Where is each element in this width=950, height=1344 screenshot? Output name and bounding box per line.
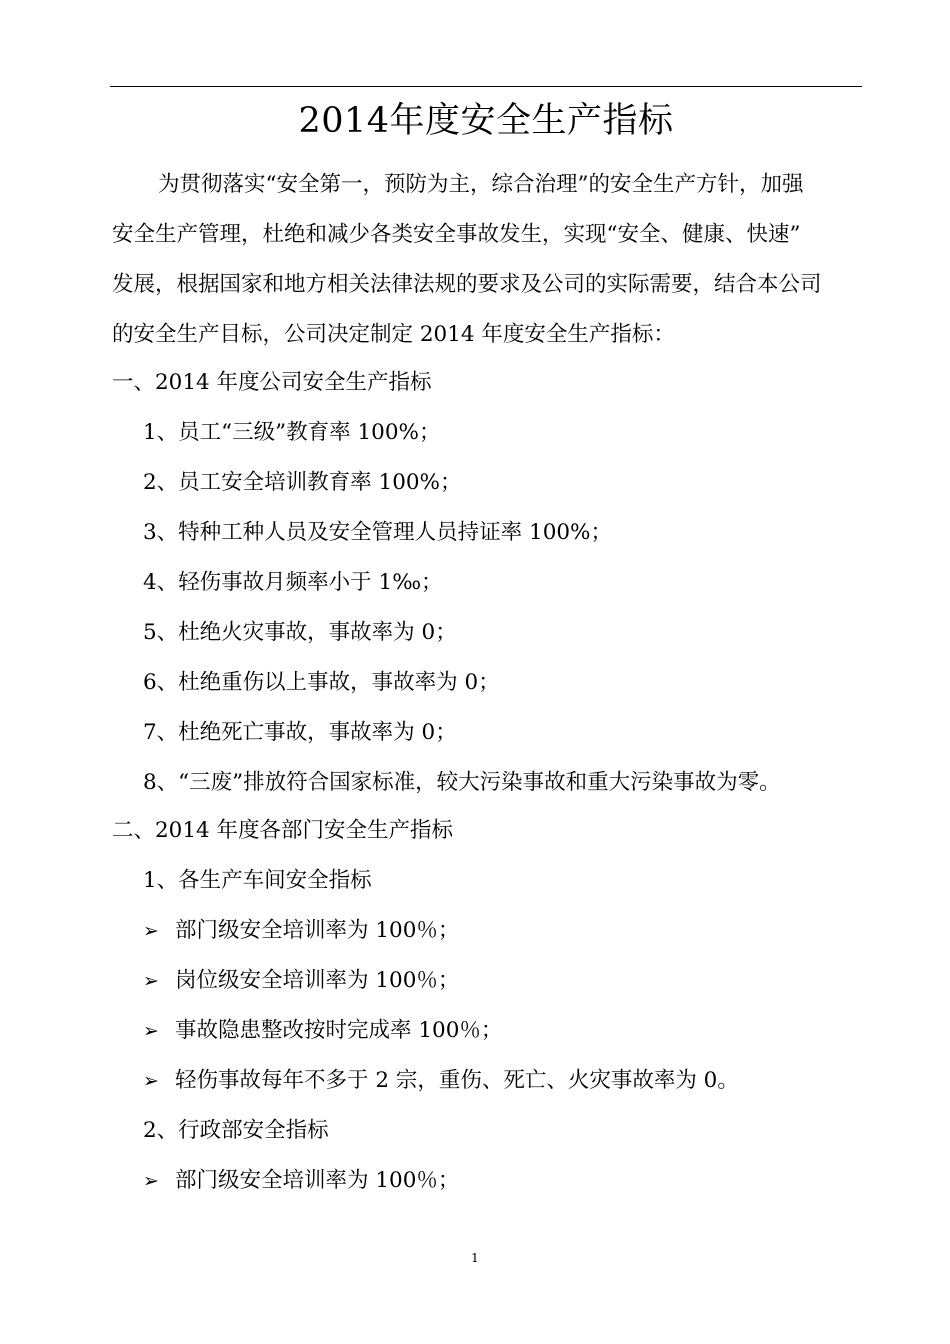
sub1-bullet-2	[143, 956, 459, 1006]
sub1-bullet-1	[143, 906, 459, 956]
bullet-text: 轻伤事故每年不多于 2 宗，重伤、死亡、火灾事故率为 0。	[175, 1068, 739, 1093]
section2-heading: 二、2014 年度各部门安全生产指标	[112, 818, 454, 843]
arrow-bullet-icon: ➢	[143, 1070, 159, 1092]
header-rule	[110, 86, 862, 87]
document-title: 2014年度安全生产指标	[298, 101, 674, 141]
section1-item-1: 1、员工“三级”教育率 100%；	[143, 420, 441, 445]
sub2-bullet-1	[143, 1156, 459, 1206]
bullet-text: 部门级安全培训率为 100％；	[175, 918, 460, 943]
intro-line-1: 为贯彻落实“安全第一，预防为主，综合治理”的安全生产方针，加强	[158, 172, 804, 197]
arrow-bullet-icon: ➢	[143, 920, 159, 942]
page-number: 1	[471, 1251, 479, 1265]
section2-sub1-heading: 1、各生产车间安全指标	[143, 868, 372, 893]
section1-item-5: 5、杜绝火灾事故，事故率为 0；	[143, 620, 457, 645]
bullet-text: 事故隐患整改按时完成率 100％；	[175, 1018, 503, 1043]
section1-item-4: 4、轻伤事故月频率小于 1‰；	[143, 570, 443, 595]
arrow-bullet-icon: ➢	[143, 1020, 159, 1042]
section1-item-7: 7、杜绝死亡事故，事故率为 0；	[143, 720, 457, 745]
section1-item-8: 8、“三废”排放符合国家标准，较大污染事故和重大污染事故为零。	[143, 770, 781, 795]
intro-line-2: 安全生产管理，杜绝和减少各类安全事故发生，实现“安全、健康、快速”	[112, 222, 801, 247]
intro-line-4: 的安全生产目标，公司决定制定 2014 年度安全生产指标：	[112, 322, 675, 347]
intro-line-3: 发展，根据国家和地方相关法律法规的要求及公司的实际需要，结合本公司	[112, 272, 822, 297]
section1-heading: 一、2014 年度公司安全生产指标	[112, 370, 432, 395]
bullet-text: 部门级安全培训率为 100％；	[175, 1168, 460, 1193]
section2-sub2-heading: 2、行政部安全指标	[143, 1118, 329, 1143]
section1-item-3: 3、特种工种人员及安全管理人员持证率 100%；	[143, 520, 612, 545]
arrow-bullet-icon: ➢	[143, 970, 159, 992]
section1-item-6: 6、杜绝重伤以上事故，事故率为 0；	[143, 670, 500, 695]
section1-item-2: 2、员工安全培训教育率 100%；	[143, 470, 462, 495]
arrow-bullet-icon: ➢	[143, 1170, 159, 1192]
sub1-bullet-4	[143, 1056, 739, 1106]
bullet-text: 岗位级安全培训率为 100％；	[175, 968, 460, 993]
sub1-bullet-3	[143, 1006, 502, 1056]
